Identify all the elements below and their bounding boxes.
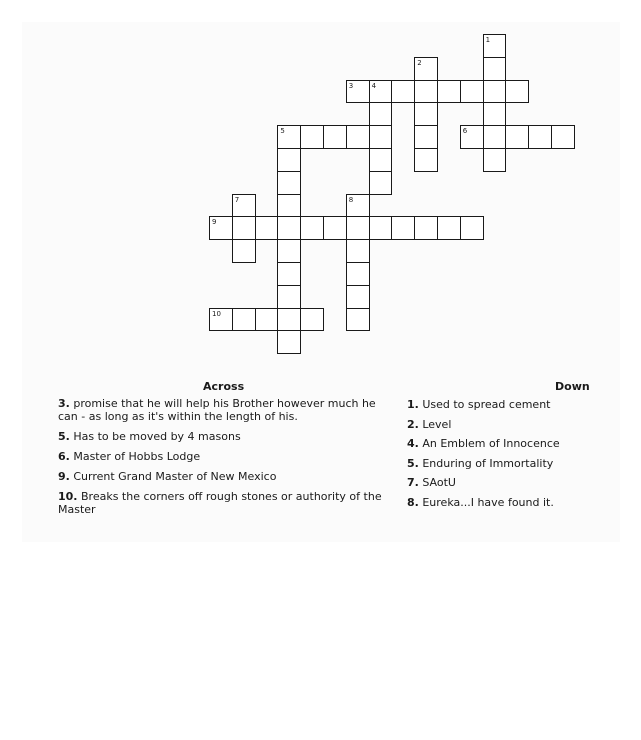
clue-text: Current Grand Master of New Mexico <box>73 470 277 483</box>
down-heading: Down <box>555 380 590 393</box>
grid-cell[interactable] <box>232 239 256 263</box>
cell-number: 5 <box>280 127 285 136</box>
grid-cell[interactable] <box>369 102 393 126</box>
grid-cell[interactable] <box>551 125 575 149</box>
clue-text: Has to be moved by 4 masons <box>73 430 241 443</box>
grid-cell[interactable] <box>277 194 301 218</box>
clue-text: promise that he will help his Brother however much he can - as long as it's within the length of his. <box>58 397 376 423</box>
grid-cell[interactable] <box>232 194 256 218</box>
grid-cell[interactable] <box>277 285 301 309</box>
grid-cell[interactable] <box>528 125 552 149</box>
cell-number: 3 <box>348 81 354 90</box>
clue-number: 7. <box>407 476 419 489</box>
grid-cell[interactable] <box>391 80 415 104</box>
clue-number: 4. <box>407 437 419 450</box>
grid-cell[interactable] <box>277 308 301 332</box>
grid-cell[interactable] <box>414 148 438 172</box>
grid-cell[interactable] <box>255 216 279 240</box>
grid-cell[interactable] <box>483 148 507 172</box>
grid-cell[interactable] <box>346 125 370 149</box>
grid-cell[interactable] <box>300 216 324 240</box>
crossword-grid <box>0 0 641 360</box>
clue-number: 3. <box>58 397 70 410</box>
grid-cell[interactable] <box>323 216 347 240</box>
grid-cell[interactable] <box>323 125 347 149</box>
clue-number: 8. <box>407 495 419 509</box>
grid-cell[interactable] <box>483 34 507 58</box>
grid-cell[interactable] <box>460 216 484 240</box>
across-clue <box>58 470 383 483</box>
clue-text: SAotU <box>422 476 456 489</box>
grid-cell[interactable] <box>483 125 507 149</box>
grid-cell[interactable] <box>346 216 370 240</box>
grid-cell[interactable] <box>483 102 507 126</box>
grid-cell[interactable] <box>277 330 301 354</box>
clue-number: 5. <box>58 430 70 443</box>
clue-text: An Emblem of Innocence <box>422 437 560 450</box>
grid-cell[interactable] <box>460 80 484 104</box>
grid-cell[interactable] <box>232 308 256 332</box>
across-clue-list <box>58 397 383 523</box>
grid-cell[interactable] <box>505 80 529 104</box>
grid-cell[interactable] <box>414 57 438 81</box>
cell-number: 4 <box>371 81 377 90</box>
grid-cell[interactable] <box>277 262 301 286</box>
cell-number: 8 <box>348 195 354 204</box>
grid-cell[interactable] <box>437 80 461 104</box>
down-clue <box>407 437 607 450</box>
grid-cell[interactable] <box>346 285 370 309</box>
grid-cell[interactable] <box>277 239 301 263</box>
clue-number: 10. <box>58 490 78 503</box>
clue-number: 5. <box>407 456 419 470</box>
down-clue-list <box>407 398 607 515</box>
grid-cell[interactable] <box>414 125 438 149</box>
grid-cell[interactable] <box>369 171 393 195</box>
cell-number: 9 <box>212 218 217 227</box>
across-clue <box>58 430 383 443</box>
grid-cell[interactable] <box>483 57 507 81</box>
down-clue <box>407 457 607 470</box>
grid-cell[interactable] <box>255 308 279 332</box>
clue-text: Master of Hobbs Lodge <box>73 450 201 463</box>
cell-number: 1 <box>485 36 491 44</box>
cell-number: 6 <box>462 127 468 136</box>
grid-cell[interactable] <box>277 216 301 240</box>
clue-number: 1. <box>407 398 419 411</box>
clue-number: 2. <box>407 417 419 431</box>
down-clue <box>407 496 607 509</box>
clue-text: Eureka...I have found it. <box>422 495 554 509</box>
grid-cell[interactable] <box>369 80 393 104</box>
grid-cell[interactable] <box>391 216 415 240</box>
grid-cell[interactable] <box>369 216 393 240</box>
grid-cell[interactable] <box>437 216 461 240</box>
grid-cell[interactable] <box>346 194 370 218</box>
clue-number: 6. <box>58 450 70 463</box>
grid-cell[interactable] <box>369 125 393 149</box>
clue-text: Level <box>422 417 452 431</box>
grid-cell[interactable] <box>209 308 233 332</box>
clue-number: 9. <box>58 470 70 483</box>
down-clue <box>407 418 607 431</box>
grid-cell[interactable] <box>414 102 438 126</box>
grid-cell[interactable] <box>460 125 484 149</box>
across-clue <box>58 397 383 423</box>
across-clue <box>58 490 383 516</box>
grid-cell[interactable] <box>483 80 507 104</box>
cell-number: 10 <box>212 309 221 318</box>
grid-cell[interactable] <box>369 148 393 172</box>
cell-number: 7 <box>234 195 240 204</box>
down-clue <box>407 398 607 411</box>
grid-cell[interactable] <box>414 80 438 104</box>
clue-text: Breaks the corners off rough stones or authority of the Master <box>58 490 382 516</box>
grid-cell[interactable] <box>277 148 301 172</box>
clue-text: Enduring of Immortality <box>422 456 554 470</box>
grid-cell[interactable] <box>414 216 438 240</box>
grid-cell[interactable] <box>277 171 301 195</box>
grid-cell[interactable] <box>346 239 370 263</box>
clue-text: Used to spread cement <box>422 398 551 411</box>
grid-cell[interactable] <box>277 125 301 149</box>
grid-cell[interactable] <box>232 216 256 240</box>
down-clue <box>407 476 607 489</box>
across-heading: Across <box>203 380 245 393</box>
grid-cell[interactable] <box>346 80 370 104</box>
across-clue <box>58 450 383 463</box>
grid-cell[interactable] <box>209 216 233 240</box>
grid-cell[interactable] <box>346 262 370 286</box>
grid-cell[interactable] <box>346 308 370 332</box>
grid-cell[interactable] <box>300 308 324 332</box>
cell-number: 2 <box>417 58 422 67</box>
grid-cell[interactable] <box>300 125 324 149</box>
grid-cell[interactable] <box>505 125 529 149</box>
